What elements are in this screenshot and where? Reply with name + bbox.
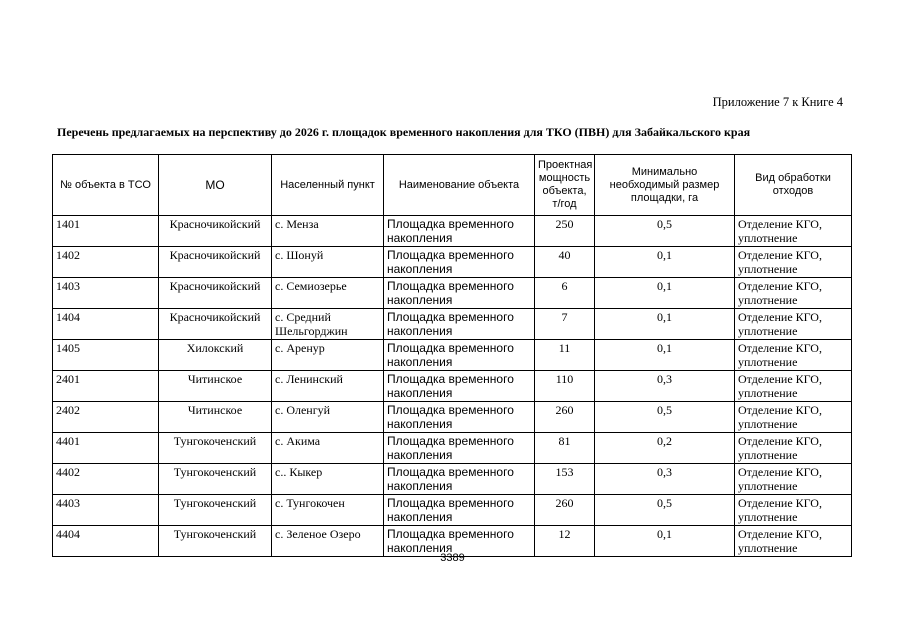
- table-row: [53, 340, 852, 371]
- cell-name: Площадка временного накопления: [384, 216, 535, 247]
- header-area: Минимально необходимый размер площадки, га: [595, 155, 735, 216]
- cell-area: 0,3: [595, 464, 735, 495]
- cell-settlement: с. Оленгуй: [272, 402, 384, 433]
- cell-id: 4402: [53, 464, 159, 495]
- cell-id: 2402: [53, 402, 159, 433]
- cell-name: Площадка временного накопления: [384, 526, 535, 557]
- cell-mo: Хилокский: [159, 340, 272, 371]
- cell-name: Площадка временного накопления: [384, 278, 535, 309]
- cell-mo: Тунгокоченский: [159, 495, 272, 526]
- cell-name: Площадка временного накопления: [384, 495, 535, 526]
- cell-capacity: 260: [535, 402, 595, 433]
- cell-capacity: 153: [535, 464, 595, 495]
- cell-area: 0,5: [595, 402, 735, 433]
- cell-area: 0,1: [595, 309, 735, 340]
- cell-name: Площадка временного накопления: [384, 433, 535, 464]
- table-row: [53, 433, 852, 464]
- cell-area: 0,1: [595, 340, 735, 371]
- cell-mo: Читинское: [159, 371, 272, 402]
- table-row: [53, 278, 852, 309]
- cell-settlement: с. Средний Шельгорджин: [272, 309, 384, 340]
- cell-area: 0,3: [595, 371, 735, 402]
- cell-settlement: с. Ленинский: [272, 371, 384, 402]
- cell-processing: Отделение КГО, уплотнение: [735, 247, 852, 278]
- table-row: [53, 464, 852, 495]
- document-title: Перечень предлагаемых на перспективу до 2026 г. площадок временного накопления для ТКО (ПВН) для Забайкальского края: [57, 125, 751, 139]
- table-header-row: [53, 155, 852, 216]
- cell-capacity: 6: [535, 278, 595, 309]
- cell-mo: Тунгокоченский: [159, 526, 272, 557]
- cell-id: 1405: [53, 340, 159, 371]
- cell-capacity: 81: [535, 433, 595, 464]
- cell-mo: Красночикойский: [159, 309, 272, 340]
- cell-capacity: 40: [535, 247, 595, 278]
- cell-mo: Читинское: [159, 402, 272, 433]
- cell-mo: Красночикойский: [159, 216, 272, 247]
- table-row: [53, 216, 852, 247]
- cell-processing: Отделение КГО, уплотнение: [735, 433, 852, 464]
- appendix-label: Приложение 7 к Книге 4: [712, 95, 843, 109]
- cell-processing: Отделение КГО, уплотнение: [735, 278, 852, 309]
- page-number: 3389: [440, 552, 465, 564]
- cell-capacity: 110: [535, 371, 595, 402]
- cell-area: 0,2: [595, 433, 735, 464]
- cell-processing: Отделение КГО, уплотнение: [735, 216, 852, 247]
- cell-settlement: с. Зеленое Озеро: [272, 526, 384, 557]
- header-processing: Вид обработки отходов: [735, 155, 852, 216]
- cell-id: 1403: [53, 278, 159, 309]
- cell-area: 0,5: [595, 495, 735, 526]
- cell-id: 1402: [53, 247, 159, 278]
- header-capacity: Проектная мощность объекта, т/год: [535, 155, 595, 216]
- table-row: [53, 247, 852, 278]
- cell-area: 0,1: [595, 247, 735, 278]
- cell-mo: Тунгокоченский: [159, 433, 272, 464]
- cell-processing: Отделение КГО, уплотнение: [735, 340, 852, 371]
- header-id: № объекта в ТСО: [53, 155, 159, 216]
- cell-id: 1404: [53, 309, 159, 340]
- cell-mo: Тунгокоченский: [159, 464, 272, 495]
- cell-settlement: с. Шонуй: [272, 247, 384, 278]
- header-settlement: Населенный пункт: [272, 155, 384, 216]
- cell-name: Площадка временного накопления: [384, 371, 535, 402]
- cell-settlement: с. Менза: [272, 216, 384, 247]
- cell-processing: Отделение КГО, уплотнение: [735, 371, 852, 402]
- cell-capacity: 250: [535, 216, 595, 247]
- cell-name: Площадка временного накопления: [384, 464, 535, 495]
- cell-settlement: с.. Кыкер: [272, 464, 384, 495]
- table-row: [53, 371, 852, 402]
- cell-name: Площадка временного накопления: [384, 309, 535, 340]
- cell-id: 4404: [53, 526, 159, 557]
- cell-processing: Отделение КГО, уплотнение: [735, 402, 852, 433]
- cell-settlement: с. Аренур: [272, 340, 384, 371]
- cell-area: 0,1: [595, 526, 735, 557]
- sites-table: [52, 154, 852, 557]
- cell-name: Площадка временного накопления: [384, 247, 535, 278]
- cell-capacity: 7: [535, 309, 595, 340]
- cell-id: 4403: [53, 495, 159, 526]
- cell-id: 1401: [53, 216, 159, 247]
- cell-settlement: с. Тунгокочен: [272, 495, 384, 526]
- cell-area: 0,1: [595, 278, 735, 309]
- table-body: [53, 216, 852, 557]
- cell-mo: Красночикойский: [159, 247, 272, 278]
- cell-name: Площадка временного накопления: [384, 402, 535, 433]
- cell-area: 0,5: [595, 216, 735, 247]
- cell-settlement: с. Акима: [272, 433, 384, 464]
- table-row: [53, 402, 852, 433]
- cell-capacity: 11: [535, 340, 595, 371]
- cell-capacity: 260: [535, 495, 595, 526]
- cell-name: Площадка временного накопления: [384, 340, 535, 371]
- table-row: [53, 495, 852, 526]
- table-row: [53, 309, 852, 340]
- header-mo: МО: [159, 155, 272, 216]
- cell-processing: Отделение КГО, уплотнение: [735, 309, 852, 340]
- cell-processing: Отделение КГО, уплотнение: [735, 526, 852, 557]
- cell-settlement: с. Семиозерье: [272, 278, 384, 309]
- header-name: Наименование объекта: [384, 155, 535, 216]
- cell-capacity: 12: [535, 526, 595, 557]
- cell-processing: Отделение КГО, уплотнение: [735, 495, 852, 526]
- cell-processing: Отделение КГО, уплотнение: [735, 464, 852, 495]
- cell-id: 4401: [53, 433, 159, 464]
- cell-mo: Красночикойский: [159, 278, 272, 309]
- cell-id: 2401: [53, 371, 159, 402]
